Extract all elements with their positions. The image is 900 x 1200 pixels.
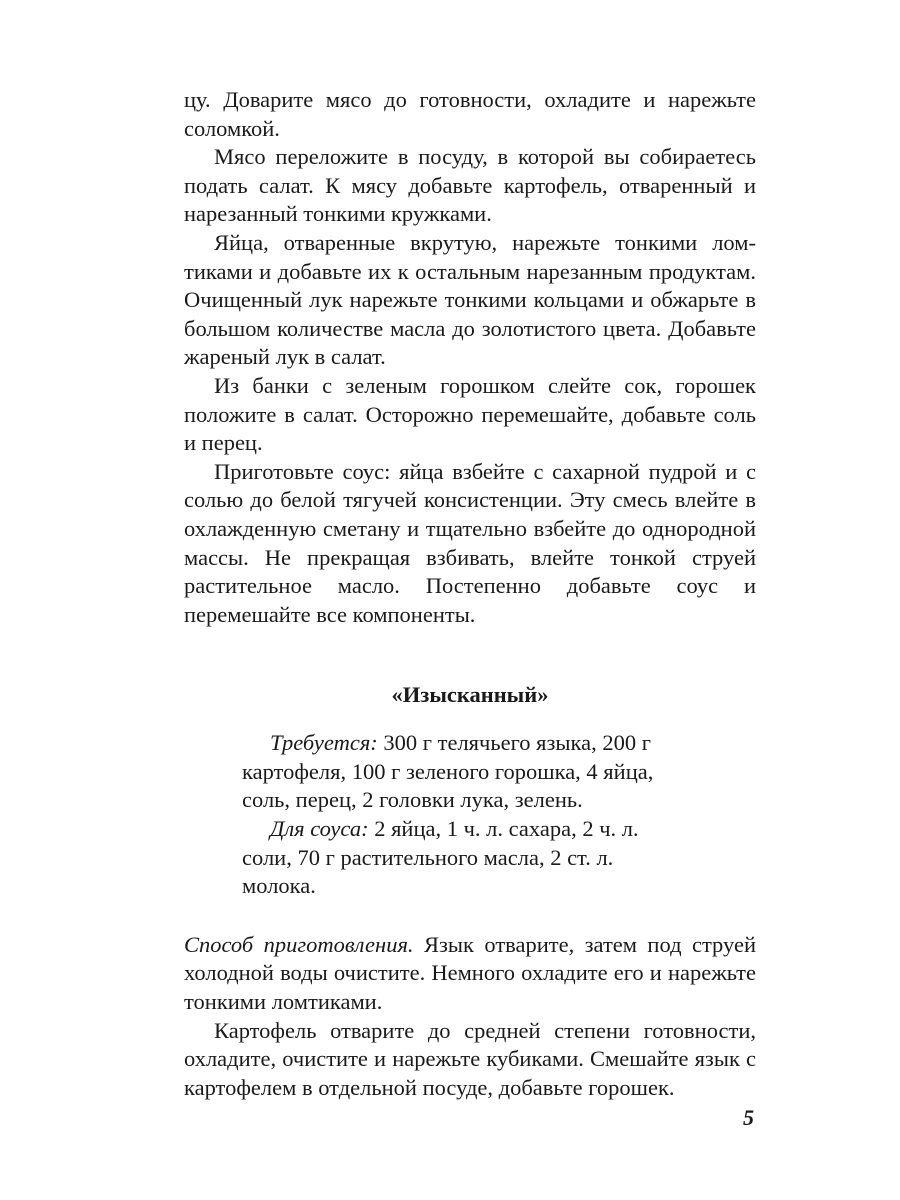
paragraph: цу. Доварите мясо до готовности, охладите и нарежьте соломкой.	[184, 87, 756, 141]
method-paragraph	[184, 931, 756, 1017]
ingredients-block	[242, 729, 682, 901]
method-block	[184, 931, 756, 1103]
method-paragraph: Картофель отварите до средней степени готовности, охладите, очистите и нарежьте кубиками. Смешайте язык с картофелем в отдельной посуде, добавьте горошек.	[184, 1017, 756, 1100]
page-number: 5	[743, 1105, 754, 1130]
method-text: Язык отварите, затем под струей холодной воды очистите. Немного охладите его и нарежьте тонкими ломтиками.	[184, 931, 756, 1015]
paragraph: Мясо переложите в посуду, в которой вы собираетесь подать салат. К мясу добавьте картофель, отваренный и нарезанный тонкими кружками.	[184, 144, 756, 227]
ingredients-required	[242, 729, 682, 815]
sauce-label: Для соуса:	[270, 816, 369, 842]
required-label: Требуется:	[270, 730, 378, 756]
ingredients-sauce	[242, 815, 682, 901]
page-body	[184, 86, 756, 1102]
paragraph: Из банки с зеленым горошком слейте сок, горошек положите в салат. Осторожно перемешайте, добавьте соль и перец.	[184, 372, 756, 456]
paragraph: Яйца, отваренные вкрутую, нарежьте тонкими ломтиками и добавьте их к остальным нарезанным продуктам. Очищенный лук нарежьте тонкими кольцами и обжарьте в большом количестве масла до золотистого цвета. Добавьте жареный лук в салат.	[184, 229, 756, 370]
recipe-title: «Изысканный»	[391, 682, 549, 708]
required-text: 300 г телячьего языка, 200 г картофеля, 100 г зеленого горошка, 4 яйца, соль, перец, 2 головки лука, зелень.	[242, 730, 654, 813]
sauce-text: 2 яйца, 1 ч. л. сахара, 2 ч. л. соли, 70 г растительного масла, 2 ст. л. молока.	[242, 816, 639, 899]
method-label: Способ приготовления.	[184, 931, 414, 957]
paragraph: Приготовьте соус: яйца взбейте с сахарной пудрой и с солью до белой тягучей консистенции. Эту смесь влейте в охлажденную сметану и тщательно взбейте до однородной массы. Не прекращая взбивать, влейте тонкой струей растительное масло. Постепенно добавьте соус и перемешайте все компоненты.	[184, 458, 756, 627]
